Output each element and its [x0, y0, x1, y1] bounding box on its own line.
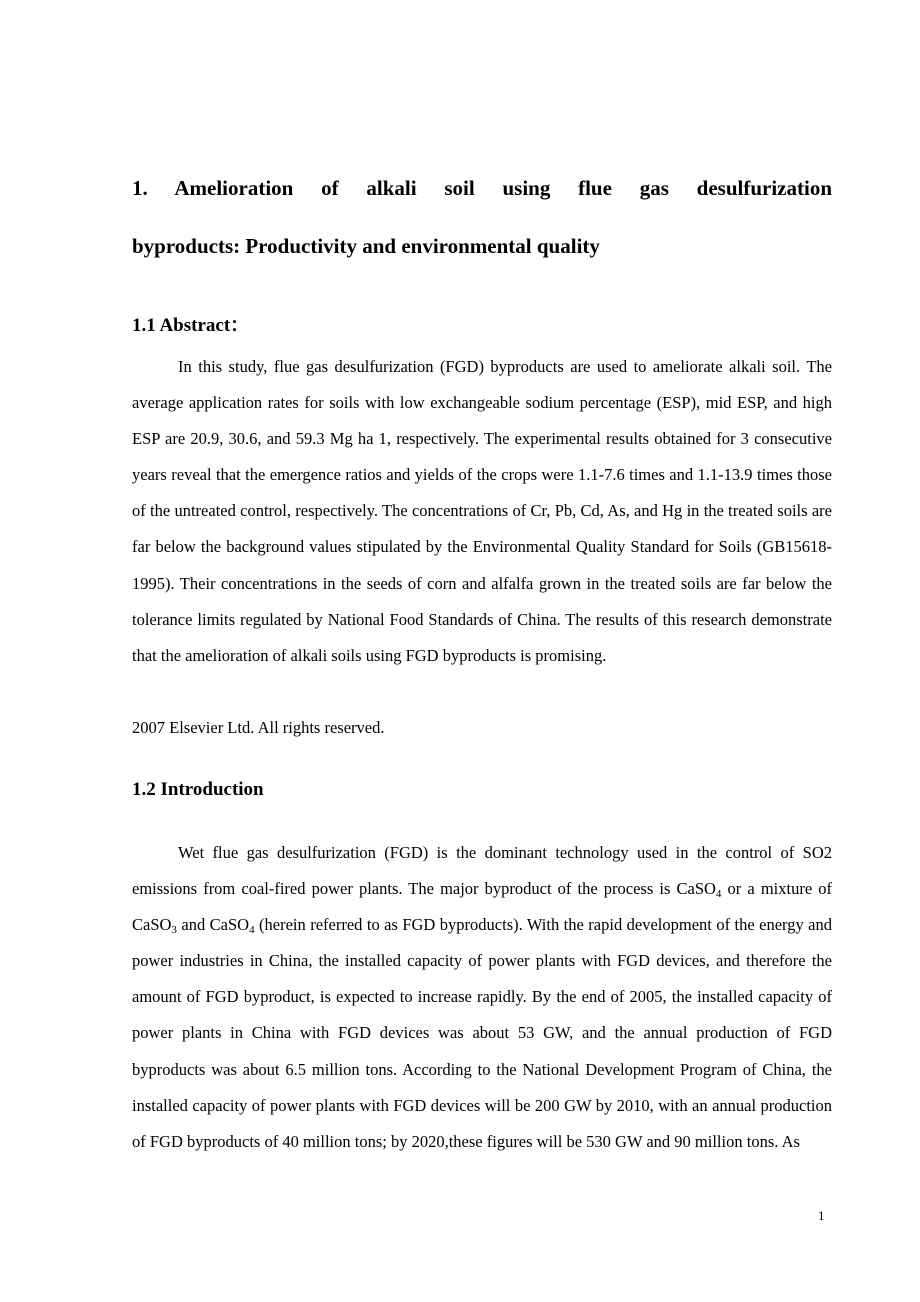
document-title-line-1: 1. Amelioration of alkali soil using flue gas desulfurization [132, 176, 832, 200]
page-number: 1 [818, 1208, 825, 1223]
abstract-text: In this study, flue gas desulfurization (FGD) byproducts are used to ameliorate alkali soil. The average application rates for soils with low exchangeable sodium percentage (ESP), mid ESP, and high ESP are 20.9, 30.6, and 59.3 Mg ha 1, respectively. The experimental results obtained for 3 consecutive years reveal that the emergence ratios and yields of the crops were 1.1-7.6 times and 1.1-13.9 times those of the untreated control, respectively. The concentrations of Cr, Pb, Cd, As, and Hg in the treated soils are far below the background values stipulated by the Environmental Quality Standard for Soils (GB15618-1995). Their concentrations in the seeds of corn and alfalfa grown in the treated soils are far below the tolerance limits regulated by National Food Standards of China. The results of this research demonstrate that the amelioration of alkali soils using FGD byproducts is promising. [132, 357, 832, 665]
intro-subscript-2: 3 [171, 924, 177, 937]
introduction-heading: 1.2 Introduction [132, 779, 264, 800]
intro-text-part-1: Wet flue gas desulfurization (FGD) is the dominant technology used in the control of SO2 emissions from coal-fired power plants. The major byproduct of the process is CaSO [132, 843, 832, 899]
document-title-line-2: byproducts: Productivity and environmental quality [132, 234, 600, 258]
abstract-paragraph [132, 349, 832, 674]
intro-text-part-4: (herein referred to as FGD byproducts). With the rapid development of the energy and power industries in China, the installed capacity of power plants with FGD devices, and therefore the amount of FGD byproduct, is expected to increase rapidly. By the end of 2005, the installed capacity of power plants in China with FGD devices was about 53 GW, and the annual production of FGD byproducts was about 6.5 million tons. According to the National Development Program of China, the installed capacity of power plants with FGD devices will be 200 GW by 2010, with an annual production of FGD byproducts of 40 million tons; by 2020,these figures will be 530 GW and 90 million tons. As [132, 915, 832, 1151]
intro-subscript-3: 4 [249, 924, 255, 937]
intro-subscript-1: 4 [715, 888, 722, 901]
intro-text-part-2: or a mixture of CaSO [132, 879, 832, 935]
abstract-heading: 1.1 Abstract： [132, 315, 250, 336]
copyright-notice: 2007 Elsevier Ltd. All rights reserved. [132, 718, 385, 737]
intro-text-part-3: and CaSO [176, 915, 250, 935]
introduction-paragraph [132, 835, 832, 1160]
